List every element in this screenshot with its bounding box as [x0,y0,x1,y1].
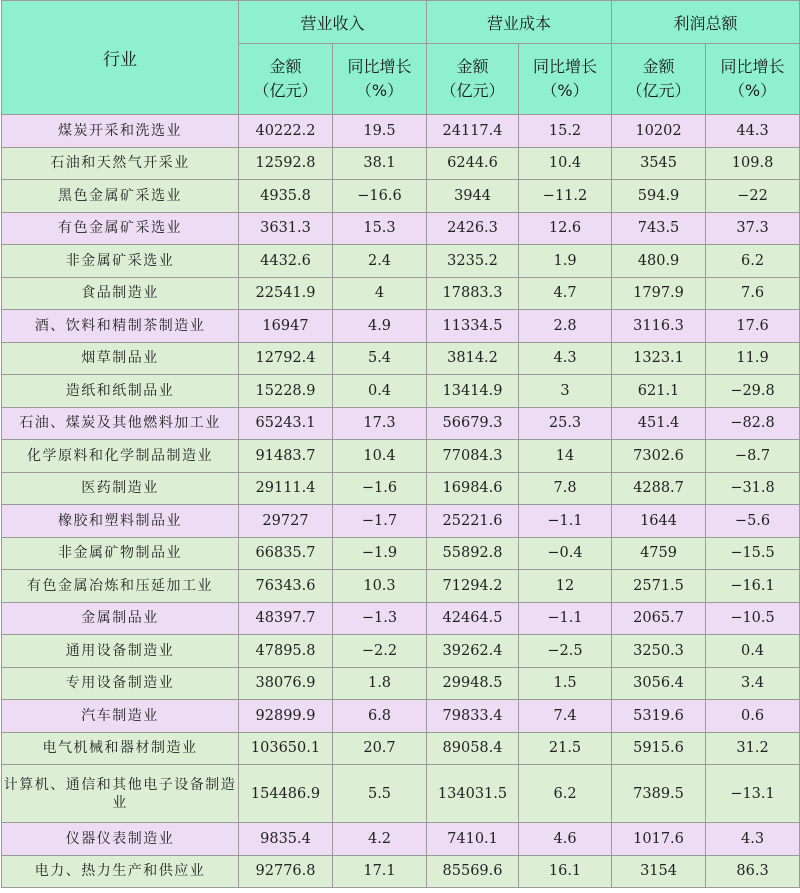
cost-amount: 6244.6 [427,147,519,180]
table-row [2,277,800,310]
revenue-amount: 16947 [239,310,333,343]
profit-amount: 621.1 [612,375,706,408]
profit-growth: 17.6 [706,310,800,343]
header-cost-amount: 金额 （亿元） [427,44,519,115]
profit-growth: 44.3 [706,115,800,148]
cost-amount: 29948.5 [427,667,519,700]
revenue-amount: 3631.3 [239,212,333,245]
profit-growth: 0.4 [706,635,800,668]
table-row [2,440,800,473]
industry-name: 煤炭开采和洗选业 [2,115,239,148]
profit-growth: 6.2 [706,245,800,278]
cost-amount: 71294.2 [427,570,519,603]
table-row [2,602,800,635]
profit-amount: 7389.5 [612,765,706,823]
revenue-amount: 12792.4 [239,342,333,375]
cost-amount: 7410.1 [427,823,519,856]
table-row [2,855,800,888]
cost-amount: 77084.3 [427,440,519,473]
cost-growth: 4.3 [519,342,612,375]
profit-growth: 4.3 [706,823,800,856]
table-row [2,765,800,823]
industry-name: 通用设备制造业 [2,635,239,668]
revenue-amount: 4432.6 [239,245,333,278]
cost-amount: 42464.5 [427,602,519,635]
industry-name: 电力、热力生产和供应业 [2,855,239,888]
table-header [2,1,800,115]
profit-amount: 1323.1 [612,342,706,375]
cost-amount: 55892.8 [427,537,519,570]
revenue-growth: 6.8 [333,700,427,733]
table-row [2,700,800,733]
revenue-amount: 65243.1 [239,407,333,440]
cost-amount: 85569.6 [427,855,519,888]
industry-name: 仪器仪表制造业 [2,823,239,856]
industry-name: 酒、饮料和精制茶制造业 [2,310,239,343]
profit-amount: 743.5 [612,212,706,245]
table-row [2,375,800,408]
industry-name: 计算机、通信和其他电子设备制造业 [2,765,239,823]
profit-amount: 3116.3 [612,310,706,343]
profit-amount: 1797.9 [612,277,706,310]
industry-name: 黑色金属矿采选业 [2,180,239,213]
revenue-growth: 2.4 [333,245,427,278]
industry-name: 石油、煤炭及其他燃料加工业 [2,407,239,440]
table-row [2,472,800,505]
profit-amount: 7302.6 [612,440,706,473]
profit-amount: 10202 [612,115,706,148]
revenue-growth: 0.4 [333,375,427,408]
profit-growth: 31.2 [706,732,800,765]
revenue-amount: 29111.4 [239,472,333,505]
cost-growth: −1.1 [519,602,612,635]
profit-growth: 7.6 [706,277,800,310]
cost-growth: −1.1 [519,505,612,538]
table-row [2,407,800,440]
revenue-amount: 92776.8 [239,855,333,888]
cost-growth: 1.5 [519,667,612,700]
table-row [2,180,800,213]
industry-name: 汽车制造业 [2,700,239,733]
profit-amount: 594.9 [612,180,706,213]
profit-growth: −16.1 [706,570,800,603]
cost-growth: 25.3 [519,407,612,440]
profit-growth: −82.8 [706,407,800,440]
industry-name: 医药制造业 [2,472,239,505]
cost-amount: 13414.9 [427,375,519,408]
table-row [2,667,800,700]
cost-growth: 15.2 [519,115,612,148]
profit-amount: 4288.7 [612,472,706,505]
revenue-growth: −1.7 [333,505,427,538]
cost-amount: 2426.3 [427,212,519,245]
cost-amount: 24117.4 [427,115,519,148]
industry-name: 石油和天然气开采业 [2,147,239,180]
table-row [2,342,800,375]
profit-growth: −29.8 [706,375,800,408]
header-revenue-amount: 金额 （亿元） [239,44,333,115]
table-row [2,310,800,343]
revenue-amount: 47895.8 [239,635,333,668]
cost-amount: 11334.5 [427,310,519,343]
header-revenue: 营业收入 [239,1,427,44]
cost-amount: 79833.4 [427,700,519,733]
cost-growth: 3 [519,375,612,408]
cost-growth: 4.7 [519,277,612,310]
cost-growth: 7.8 [519,472,612,505]
cost-growth: 2.8 [519,310,612,343]
table-row [2,537,800,570]
revenue-amount: 12592.8 [239,147,333,180]
profit-amount: 451.4 [612,407,706,440]
revenue-amount: 15228.9 [239,375,333,408]
profit-amount: 3250.3 [612,635,706,668]
revenue-growth: −2.2 [333,635,427,668]
industry-name: 有色金属矿采选业 [2,212,239,245]
cost-growth: 6.2 [519,765,612,823]
revenue-growth: 4.2 [333,823,427,856]
cost-amount: 17883.3 [427,277,519,310]
profit-growth: −5.6 [706,505,800,538]
profit-growth: 86.3 [706,855,800,888]
industry-finance-table [1,0,800,888]
revenue-growth: 38.1 [333,147,427,180]
revenue-amount: 92899.9 [239,700,333,733]
cost-amount: 16984.6 [427,472,519,505]
cost-growth: 4.6 [519,823,612,856]
header-profit: 利润总额 [612,1,800,44]
table-row [2,212,800,245]
cost-growth: 10.4 [519,147,612,180]
revenue-amount: 66835.7 [239,537,333,570]
revenue-growth: 10.4 [333,440,427,473]
table-row [2,570,800,603]
profit-growth: 3.4 [706,667,800,700]
cost-growth: 16.1 [519,855,612,888]
industry-name: 食品制造业 [2,277,239,310]
revenue-amount: 40222.2 [239,115,333,148]
header-revenue-growth: 同比增长 （%） [333,44,427,115]
profit-growth: 0.6 [706,700,800,733]
profit-growth: −22 [706,180,800,213]
table-body [2,115,800,888]
table-row [2,732,800,765]
table-row [2,505,800,538]
cost-amount: 3235.2 [427,245,519,278]
revenue-amount: 22541.9 [239,277,333,310]
cost-amount: 39262.4 [427,635,519,668]
profit-amount: 480.9 [612,245,706,278]
industry-name: 电气机械和器材制造业 [2,732,239,765]
profit-amount: 3056.4 [612,667,706,700]
header-industry: 行业 [2,1,239,115]
revenue-growth: 10.3 [333,570,427,603]
cost-growth: 14 [519,440,612,473]
profit-amount: 3154 [612,855,706,888]
cost-amount: 89058.4 [427,732,519,765]
revenue-growth: 19.5 [333,115,427,148]
header-profit-amount: 金额 （亿元） [612,44,706,115]
cost-growth: 7.4 [519,700,612,733]
industry-name: 烟草制品业 [2,342,239,375]
revenue-amount: 29727 [239,505,333,538]
revenue-growth: −1.3 [333,602,427,635]
profit-amount: 5915.6 [612,732,706,765]
profit-amount: 3545 [612,147,706,180]
cost-growth: 1.9 [519,245,612,278]
profit-amount: 2065.7 [612,602,706,635]
industry-name: 非金属矿采选业 [2,245,239,278]
profit-amount: 2571.5 [612,570,706,603]
industry-name: 非金属矿物制品业 [2,537,239,570]
industry-name: 造纸和纸制品业 [2,375,239,408]
cost-growth: −0.4 [519,537,612,570]
revenue-growth: 1.8 [333,667,427,700]
revenue-amount: 76343.6 [239,570,333,603]
cost-growth: 12 [519,570,612,603]
revenue-growth: 4 [333,277,427,310]
revenue-amount: 154486.9 [239,765,333,823]
profit-amount: 1644 [612,505,706,538]
cost-growth: −11.2 [519,180,612,213]
profit-growth: −15.5 [706,537,800,570]
table-row [2,823,800,856]
profit-growth: 109.8 [706,147,800,180]
cost-amount: 3944 [427,180,519,213]
cost-growth: −2.5 [519,635,612,668]
header-cost-growth: 同比增长 （%） [519,44,612,115]
revenue-amount: 48397.7 [239,602,333,635]
industry-name: 有色金属冶炼和压延加工业 [2,570,239,603]
header-profit-growth: 同比增长 （%） [706,44,800,115]
table-row [2,115,800,148]
revenue-amount: 9835.4 [239,823,333,856]
industry-name: 化学原料和化学制品制造业 [2,440,239,473]
profit-amount: 1017.6 [612,823,706,856]
cost-amount: 56679.3 [427,407,519,440]
profit-growth: −8.7 [706,440,800,473]
cost-amount: 134031.5 [427,765,519,823]
profit-growth: −13.1 [706,765,800,823]
profit-amount: 5319.6 [612,700,706,733]
cost-growth: 12.6 [519,212,612,245]
revenue-growth: −1.6 [333,472,427,505]
cost-amount: 25221.6 [427,505,519,538]
cost-growth: 21.5 [519,732,612,765]
revenue-amount: 103650.1 [239,732,333,765]
revenue-growth: 4.9 [333,310,427,343]
revenue-growth: 17.3 [333,407,427,440]
revenue-amount: 4935.8 [239,180,333,213]
revenue-growth: 17.1 [333,855,427,888]
profit-growth: −10.5 [706,602,800,635]
cost-amount: 3814.2 [427,342,519,375]
revenue-amount: 38076.9 [239,667,333,700]
revenue-growth: 20.7 [333,732,427,765]
profit-amount: 4759 [612,537,706,570]
profit-growth: −31.8 [706,472,800,505]
profit-growth: 11.9 [706,342,800,375]
header-cost: 营业成本 [427,1,612,44]
revenue-growth: 5.5 [333,765,427,823]
table-row [2,147,800,180]
table-row [2,245,800,278]
revenue-growth: −1.9 [333,537,427,570]
industry-name: 金属制品业 [2,602,239,635]
profit-growth: 37.3 [706,212,800,245]
industry-name: 专用设备制造业 [2,667,239,700]
revenue-growth: −16.6 [333,180,427,213]
table-row [2,635,800,668]
revenue-growth: 5.4 [333,342,427,375]
revenue-amount: 91483.7 [239,440,333,473]
industry-name: 橡胶和塑料制品业 [2,505,239,538]
revenue-growth: 15.3 [333,212,427,245]
